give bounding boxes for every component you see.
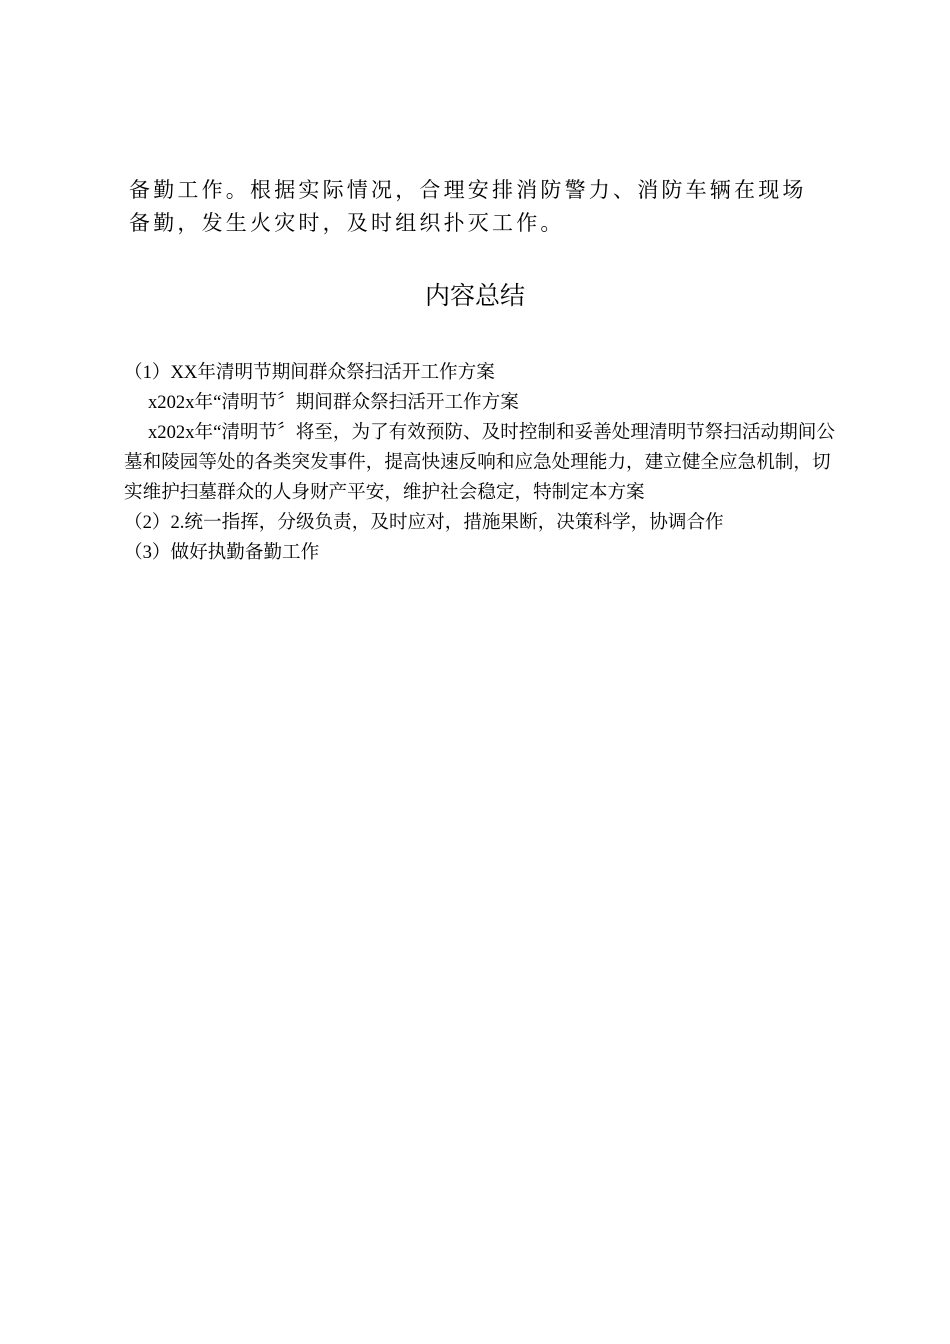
summary-title: 内容总结 — [424, 281, 525, 310]
summary-item-3: （3）做好执勤备勤工作 — [124, 542, 320, 563]
summary-plan-paragraph-text: x202x年“清明节〞将至，为了有效预防、及时控制和妥善处理清明节祭扫活动期间公墓和陵园等处的各类突发事件，提高快速反响和应急处理能力，建立健全应急机制，切实维护扫墓群众的人身财产平安，维护社会稳定，特制定本方案 — [124, 422, 835, 503]
summary-plan-paragraph — [124, 418, 836, 508]
summary-body — [124, 358, 836, 568]
summary-item-2: （2）2.统一指挥，分级负责，及时应对，措施果断，决策科学，协调合作 — [124, 512, 724, 533]
intro-paragraph: 备勤工作。根据实际情况，合理安排消防警力、消防车辆在现场备勤，发生火灾时，及时组织扑灭工作。 — [129, 178, 807, 235]
summary-item-1: （1）XX年清明节期间群众祭扫活开工作方案 — [124, 362, 495, 383]
summary-plan-title: x202x年“清明节〞期间群众祭扫活开工作方案 — [148, 392, 519, 413]
